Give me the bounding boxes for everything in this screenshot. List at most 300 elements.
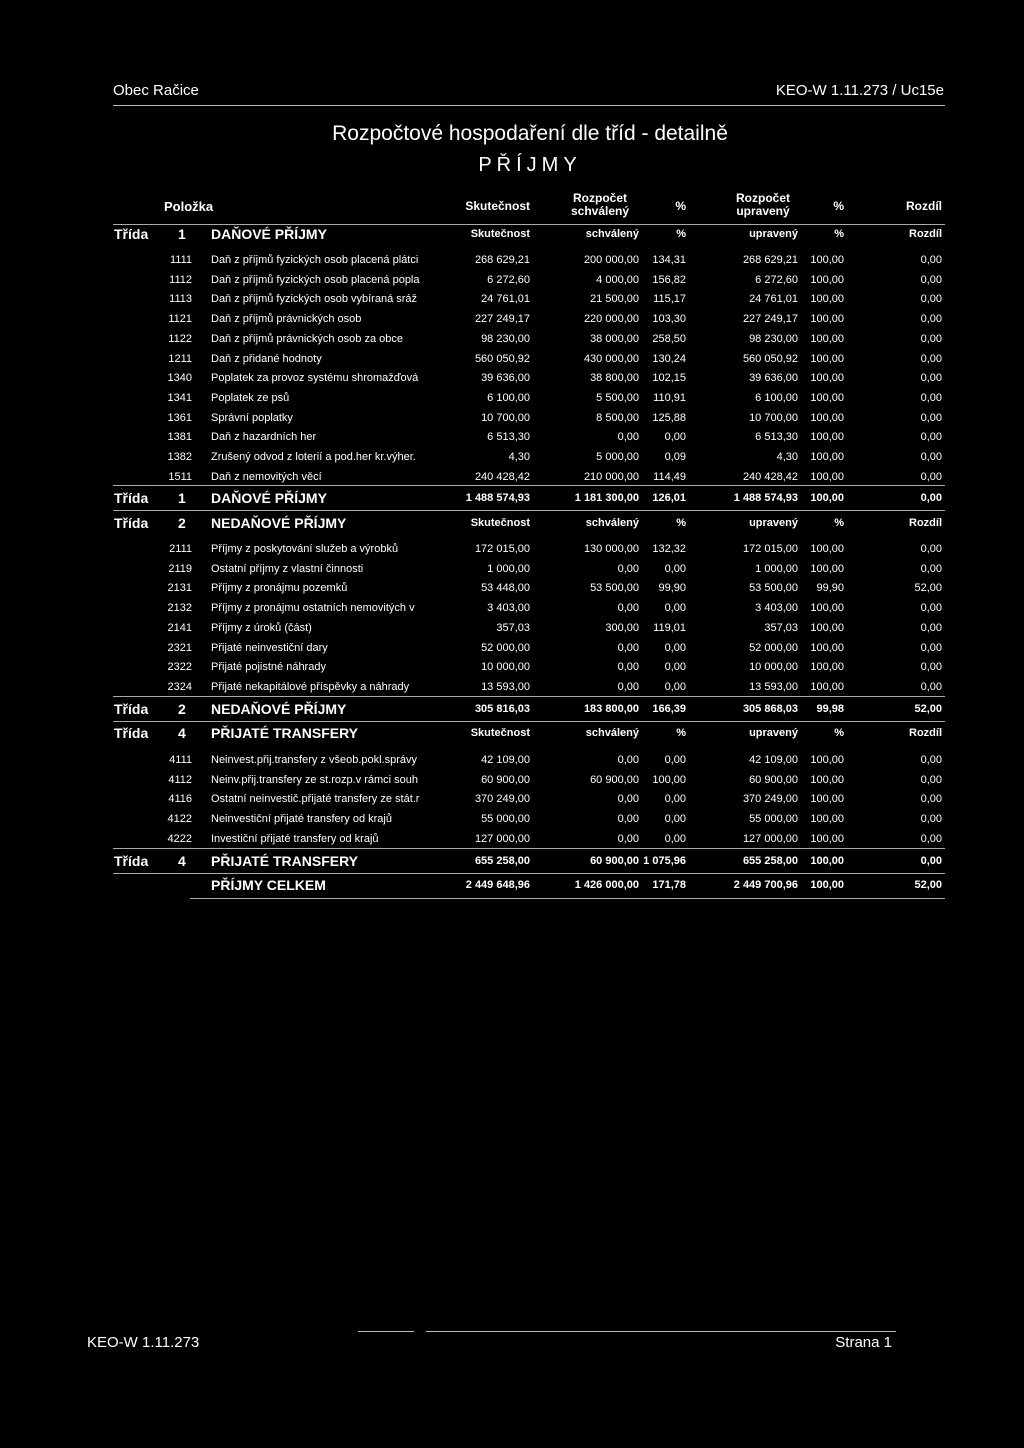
item-roz: 0,00 (920, 661, 942, 674)
item-roz: 0,00 (920, 391, 942, 404)
item-p1: 115,17 (653, 293, 686, 306)
table-row (0, 447, 1024, 467)
item-sch: 38 800,00 (590, 372, 639, 385)
item-roz: 52,00 (914, 582, 942, 595)
item-sch: 60 900,00 (590, 773, 639, 786)
item-p2: 100,00 (810, 332, 844, 345)
table-row (0, 677, 1024, 697)
class-total-row (0, 849, 1024, 873)
item-sk: 10 700,00 (481, 411, 530, 424)
item-roz: 0,00 (920, 754, 942, 766)
class-label: Třída (114, 515, 149, 531)
item-name: Přijaté neinvestiční dary (211, 641, 328, 654)
item-p2: 100,00 (810, 562, 844, 575)
footer-rule-short (358, 1331, 414, 1332)
table-row (0, 829, 1024, 849)
item-sch: 8 500,00 (596, 411, 639, 424)
item-p1: 134,31 (652, 254, 686, 266)
item-sch: 5 000,00 (596, 451, 639, 463)
class-name: DAŇOVÉ PŘÍJMY (211, 226, 327, 242)
item-upr: 60 900,00 (749, 773, 798, 786)
page-number: Strana 1 (835, 1334, 892, 1351)
item-sch: 0,00 (617, 431, 639, 444)
class-name: PŘIJATÉ TRANSFERY (211, 725, 359, 741)
class-label: Třída (114, 490, 149, 506)
item-code: 4112 (168, 773, 192, 786)
class-number: 2 (178, 515, 186, 531)
item-sk: 6 513,30 (487, 431, 530, 444)
item-roz: 0,00 (920, 332, 942, 345)
col-schvaleny-l1: Rozpočet (573, 191, 627, 205)
item-name: Poplatek za provoz systému shromažďová (211, 372, 419, 385)
item-code: 1381 (167, 431, 192, 444)
item-upr: 53 500,00 (749, 582, 798, 595)
table-row (0, 270, 1024, 290)
col-pct2: % (833, 199, 844, 213)
item-sch: 210 000,00 (583, 470, 639, 483)
table-row (0, 309, 1024, 329)
col-rozdil: Rozdíl (906, 199, 942, 213)
item-roz: 0,00 (920, 773, 942, 786)
item-upr: 227 249,17 (742, 313, 798, 326)
total-upr: 1 488 574,93 (733, 492, 798, 504)
item-code: 2324 (167, 680, 192, 693)
table-row (0, 539, 1024, 559)
grand-total-roz: 52,00 (914, 879, 942, 891)
item-p2: 100,00 (810, 602, 844, 615)
item-code: 4111 (169, 754, 192, 766)
table-row (0, 618, 1024, 638)
item-p1: 0,00 (664, 680, 686, 693)
item-sk: 53 448,00 (481, 582, 530, 595)
item-sch: 300,00 (605, 621, 639, 634)
item-upr: 10 700,00 (749, 411, 798, 424)
class-label: Třída (114, 853, 149, 869)
item-p1: 0,00 (664, 602, 686, 615)
item-p1: 125,88 (652, 411, 686, 424)
item-roz: 0,00 (920, 431, 942, 444)
grand-total-p2: 100,00 (810, 879, 844, 891)
item-p2: 100,00 (810, 470, 844, 483)
item-roz: 0,00 (920, 451, 942, 463)
class-name: DAŇOVÉ PŘÍJMY (211, 490, 327, 506)
item-sch: 0,00 (617, 602, 639, 615)
item-name: Daň z příjmů právnických osob za obce (211, 332, 403, 345)
item-p1: 100,00 (652, 773, 686, 786)
total-sk: 1 488 574,93 (465, 492, 530, 504)
item-p1: 156,82 (652, 273, 686, 286)
subheader-upraveny: upravený (749, 517, 798, 529)
item-p1: 0,00 (664, 641, 686, 654)
item-sch: 200 000,00 (583, 254, 639, 266)
item-roz: 0,00 (920, 813, 942, 826)
item-code: 4222 (167, 832, 192, 845)
item-name: Příjmy z poskytování služeb a výrobků (211, 543, 399, 555)
item-p2: 100,00 (810, 832, 844, 845)
item-name: Příjmy z pronájmu ostatních nemovitých v (211, 602, 415, 615)
subheader-skutecnost: Skutečnost (470, 228, 530, 240)
item-code: 1112 (169, 273, 192, 286)
table-row (0, 770, 1024, 790)
item-upr: 560 050,92 (742, 352, 798, 365)
item-name: Přijaté pojistné náhrady (211, 661, 326, 674)
table-row (0, 638, 1024, 658)
total-roz: 0,00 (920, 492, 942, 504)
item-sk: 560 050,92 (474, 352, 530, 365)
class-total-row (0, 697, 1024, 721)
total-p1: 126,01 (652, 492, 686, 504)
item-upr: 6 272,60 (755, 273, 798, 286)
item-p2: 100,00 (810, 773, 844, 786)
item-roz: 0,00 (920, 352, 942, 365)
subheader-rozdil: Rozdíl (909, 727, 942, 739)
grand-total-p1: 171,78 (652, 879, 686, 891)
item-p1: 0,00 (664, 562, 686, 575)
item-name: Daň z příjmů fyzických osob placená popla (211, 273, 420, 286)
col-skutecnost: Skutečnost (465, 199, 530, 213)
col-polozka: Položka (164, 199, 214, 214)
item-sch: 38 000,00 (590, 332, 639, 345)
page-title: Rozpočtové hospodaření dle tříd - detailně (332, 122, 728, 145)
item-p2: 100,00 (810, 313, 844, 326)
item-p1: 102,15 (652, 372, 686, 385)
item-p1: 0,00 (664, 793, 686, 806)
item-p2: 100,00 (810, 621, 844, 634)
total-p1: 166,39 (652, 703, 686, 715)
item-code: 2119 (168, 562, 192, 575)
item-sk: 172 015,00 (474, 543, 530, 555)
item-code: 1341 (167, 391, 192, 404)
item-p2: 100,00 (810, 680, 844, 693)
item-code: 1111 (169, 254, 192, 266)
col-upraveny-l1: Rozpočet (736, 191, 790, 205)
item-code: 1122 (168, 332, 192, 345)
item-roz: 0,00 (920, 621, 942, 634)
item-sk: 13 593,00 (481, 680, 530, 693)
col-upraveny-l2: upravený (736, 204, 790, 218)
item-name: Poplatek ze psů (211, 391, 290, 404)
item-roz: 0,00 (920, 680, 942, 693)
item-upr: 13 593,00 (749, 680, 798, 693)
col-pct1: % (675, 199, 686, 213)
item-roz: 0,00 (920, 372, 942, 385)
item-p1: 0,00 (664, 661, 686, 674)
subheader-upraveny: upravený (749, 727, 798, 739)
table-row (0, 789, 1024, 809)
table-row (0, 578, 1024, 598)
grand-total-label: PŘÍJMY CELKEM (211, 877, 326, 893)
item-sk: 357,03 (496, 621, 530, 634)
class-name: PŘIJATÉ TRANSFERY (211, 853, 359, 869)
item-p1: 119,01 (653, 621, 686, 634)
class-name: NEDAŇOVÉ PŘÍJMY (211, 515, 347, 531)
item-name: Daň z příjmů fyzických osob placená plátci (211, 254, 419, 266)
table-row (0, 809, 1024, 829)
class-header-row (0, 721, 1024, 745)
subheader-pct: % (834, 228, 844, 240)
item-sch: 430 000,00 (583, 352, 639, 365)
item-sk: 127 000,00 (474, 832, 530, 845)
item-sch: 0,00 (617, 661, 639, 674)
total-p2: 99,98 (816, 703, 844, 715)
item-p1: 0,00 (664, 832, 686, 845)
subheader-schvaleny: schválený (585, 228, 639, 240)
item-upr: 10 000,00 (749, 661, 798, 674)
item-name: Neinvestiční přijaté transfery od krajů (211, 813, 392, 826)
item-code: 1511 (168, 470, 192, 483)
item-p1: 0,00 (664, 813, 686, 826)
item-name: Přijaté nekapitálové příspěvky a náhrady (211, 680, 410, 693)
grand-total-sch: 1 426 000,00 (574, 879, 639, 891)
subheader-rozdil: Rozdíl (909, 517, 942, 529)
item-code: 1121 (168, 313, 192, 326)
item-p2: 100,00 (810, 293, 844, 306)
item-sk: 39 636,00 (481, 372, 530, 385)
item-name: Neinv.přij.transfery ze st.rozp.v rámci souh (211, 773, 419, 786)
item-sk: 1 000,00 (487, 562, 530, 575)
total-sch: 1 181 300,00 (574, 492, 639, 504)
item-sch: 0,00 (617, 832, 639, 845)
item-p1: 114,49 (653, 470, 686, 483)
table-row (0, 427, 1024, 447)
class-number: 4 (178, 725, 186, 741)
item-p1: 0,09 (664, 451, 686, 463)
item-code: 1113 (169, 293, 192, 306)
class-header-row (0, 222, 1024, 246)
item-p2: 100,00 (810, 352, 844, 365)
grand-total-upr: 2 449 700,96 (733, 879, 798, 891)
class-total-row (0, 486, 1024, 510)
item-roz: 0,00 (920, 562, 942, 575)
item-sk: 370 249,00 (474, 793, 530, 806)
item-sk: 268 629,21 (474, 254, 530, 266)
subheader-skutecnost: Skutečnost (470, 517, 530, 529)
item-roz: 0,00 (920, 543, 942, 555)
class-number: 2 (178, 701, 186, 717)
item-upr: 24 761,01 (749, 293, 798, 306)
item-p1: 130,24 (652, 352, 686, 365)
table-row (0, 467, 1024, 487)
item-upr: 3 403,00 (755, 602, 798, 615)
col-schvaleny-l2: schválený (570, 204, 630, 218)
item-code: 2321 (167, 641, 192, 654)
total-p2: 100,00 (810, 855, 844, 867)
item-sch: 0,00 (617, 641, 639, 654)
total-p1: 1 075,96 (643, 855, 686, 867)
subheader-pct: % (676, 228, 686, 240)
table-row (0, 289, 1024, 309)
item-p2: 100,00 (810, 813, 844, 826)
item-roz: 0,00 (920, 273, 942, 286)
item-upr: 268 629,21 (742, 254, 798, 266)
item-sk: 227 249,17 (474, 313, 530, 326)
item-sk: 55 000,00 (481, 813, 530, 826)
table-row (0, 657, 1024, 677)
item-upr: 370 249,00 (742, 793, 798, 806)
item-sch: 21 500,00 (590, 293, 639, 306)
item-p2: 100,00 (810, 754, 844, 766)
item-upr: 240 428,42 (742, 470, 798, 483)
total-upr: 305 868,03 (742, 703, 798, 715)
column-headers (0, 190, 1024, 224)
class-number: 1 (178, 226, 186, 242)
item-sk: 6 272,60 (487, 273, 530, 286)
item-code: 4122 (167, 813, 192, 826)
item-upr: 98 230,00 (749, 332, 798, 345)
item-p2: 100,00 (810, 411, 844, 424)
item-roz: 0,00 (920, 293, 942, 306)
item-sk: 42 109,00 (481, 754, 530, 766)
item-sch: 130 000,00 (583, 543, 639, 555)
item-name: Příjmy z pronájmu pozemků (211, 582, 348, 595)
item-name: Zrušený odvod z loterií a pod.her kr.výher. (211, 451, 416, 463)
item-code: 2322 (167, 661, 192, 674)
item-sk: 6 100,00 (487, 391, 530, 404)
report-code: KEO-W 1.11.273 / Uc15e (775, 82, 944, 99)
table-row (0, 388, 1024, 408)
item-sk: 10 000,00 (481, 661, 530, 674)
item-sch: 4 000,00 (596, 273, 639, 286)
total-sk: 305 816,03 (474, 703, 530, 715)
item-sch: 53 500,00 (590, 582, 639, 595)
item-upr: 172 015,00 (742, 543, 798, 555)
item-roz: 0,00 (920, 602, 942, 615)
subheader-schvaleny: schválený (585, 727, 639, 739)
subheader-pct: % (834, 727, 844, 739)
item-roz: 0,00 (920, 832, 942, 845)
item-upr: 4,30 (776, 451, 798, 463)
item-name: Daň z nemovitých věcí (211, 470, 322, 483)
item-code: 2111 (169, 543, 192, 555)
item-upr: 42 109,00 (749, 754, 798, 766)
item-sk: 240 428,42 (474, 470, 530, 483)
item-sch: 0,00 (617, 793, 639, 806)
page-subtitle: PŘÍJMY (478, 154, 582, 176)
subheader-pct: % (676, 727, 686, 739)
item-name: Daň z příjmů fyzických osob vybíraná sráž (211, 293, 418, 306)
item-sk: 3 403,00 (487, 602, 530, 615)
item-p1: 99,90 (658, 582, 686, 595)
item-p2: 100,00 (810, 431, 844, 444)
item-sk: 60 900,00 (481, 773, 530, 786)
item-upr: 6 100,00 (755, 391, 798, 404)
table-row (0, 368, 1024, 388)
item-p1: 258,50 (652, 332, 686, 345)
item-p2: 100,00 (810, 661, 844, 674)
table-row (0, 598, 1024, 618)
item-sch: 5 500,00 (596, 391, 639, 404)
item-code: 2132 (167, 602, 192, 615)
item-name: Daň z přidané hodnoty (211, 352, 322, 365)
item-p2: 100,00 (810, 273, 844, 286)
item-name: Daň z hazardních her (211, 431, 317, 444)
item-upr: 1 000,00 (755, 562, 798, 575)
item-p2: 100,00 (810, 793, 844, 806)
class-name: NEDAŇOVÉ PŘÍJMY (211, 701, 347, 717)
subheader-pct: % (834, 517, 844, 529)
item-upr: 52 000,00 (749, 641, 798, 654)
table-row (0, 750, 1024, 770)
class-label: Třída (114, 701, 149, 717)
total-sch: 183 800,00 (583, 703, 639, 715)
item-name: Daň z příjmů právnických osob (211, 313, 362, 326)
table-row (0, 329, 1024, 349)
item-name: Ostatní neinvestič.přijaté transfery ze stát.r (211, 793, 420, 806)
item-roz: 0,00 (920, 470, 942, 483)
subheader-skutecnost: Skutečnost (470, 727, 530, 739)
item-p2: 100,00 (810, 451, 844, 463)
grand-total-divider (190, 898, 945, 899)
item-p1: 0,00 (664, 754, 686, 766)
total-roz: 52,00 (914, 703, 942, 715)
item-p2: 99,90 (816, 582, 844, 595)
item-roz: 0,00 (920, 641, 942, 654)
class-label: Třída (114, 226, 149, 242)
item-p2: 100,00 (810, 372, 844, 385)
municipality-name: Obec Račice (113, 82, 199, 99)
table-row (0, 559, 1024, 579)
subheader-schvaleny: schválený (585, 517, 639, 529)
item-code: 2131 (167, 582, 192, 595)
total-roz: 0,00 (920, 855, 942, 867)
item-sk: 4,30 (508, 451, 530, 463)
item-p1: 132,32 (652, 543, 686, 555)
item-p1: 110,91 (653, 391, 686, 404)
item-upr: 357,03 (764, 621, 798, 634)
grand-total-row (0, 873, 1024, 897)
item-sch: 0,00 (617, 754, 639, 766)
item-code: 1361 (167, 411, 192, 424)
item-p2: 100,00 (810, 543, 844, 555)
total-p2: 100,00 (810, 492, 844, 504)
item-name: Neinvest.přij.transfery z všeob.pokl.správy (211, 754, 418, 766)
item-name: Správní poplatky (211, 411, 293, 424)
item-roz: 0,00 (920, 793, 942, 806)
class-header-row (0, 511, 1024, 535)
item-code: 2141 (167, 621, 192, 634)
item-p2: 100,00 (810, 641, 844, 654)
footer-code: KEO-W 1.11.273 (87, 1334, 200, 1351)
item-name: Ostatní příjmy z vlastní činnosti (211, 562, 364, 575)
footer-rule-long (426, 1331, 896, 1332)
item-sch: 220 000,00 (583, 313, 639, 326)
class-number: 4 (178, 853, 186, 869)
item-p1: 0,00 (664, 431, 686, 444)
item-upr: 55 000,00 (749, 813, 798, 826)
item-upr: 127 000,00 (742, 832, 798, 845)
item-roz: 0,00 (920, 313, 942, 326)
item-sk: 52 000,00 (481, 641, 530, 654)
class-number: 1 (178, 490, 186, 506)
item-p2: 100,00 (810, 391, 844, 404)
subheader-pct: % (676, 517, 686, 529)
item-upr: 39 636,00 (749, 372, 798, 385)
subheader-rozdil: Rozdíl (909, 228, 942, 240)
total-sk: 655 258,00 (474, 855, 530, 867)
item-code: 1211 (168, 352, 192, 365)
item-name: Příjmy z úroků (část) (211, 621, 312, 634)
item-roz: 0,00 (920, 411, 942, 424)
item-code: 1340 (167, 372, 192, 385)
subheader-upraveny: upravený (749, 228, 798, 240)
item-code: 1382 (167, 451, 192, 463)
header-divider (113, 105, 945, 106)
item-code: 4116 (168, 793, 192, 806)
item-roz: 0,00 (920, 254, 942, 266)
total-sch: 60 900,00 (590, 855, 639, 867)
table-row (0, 408, 1024, 428)
item-sch: 0,00 (617, 813, 639, 826)
